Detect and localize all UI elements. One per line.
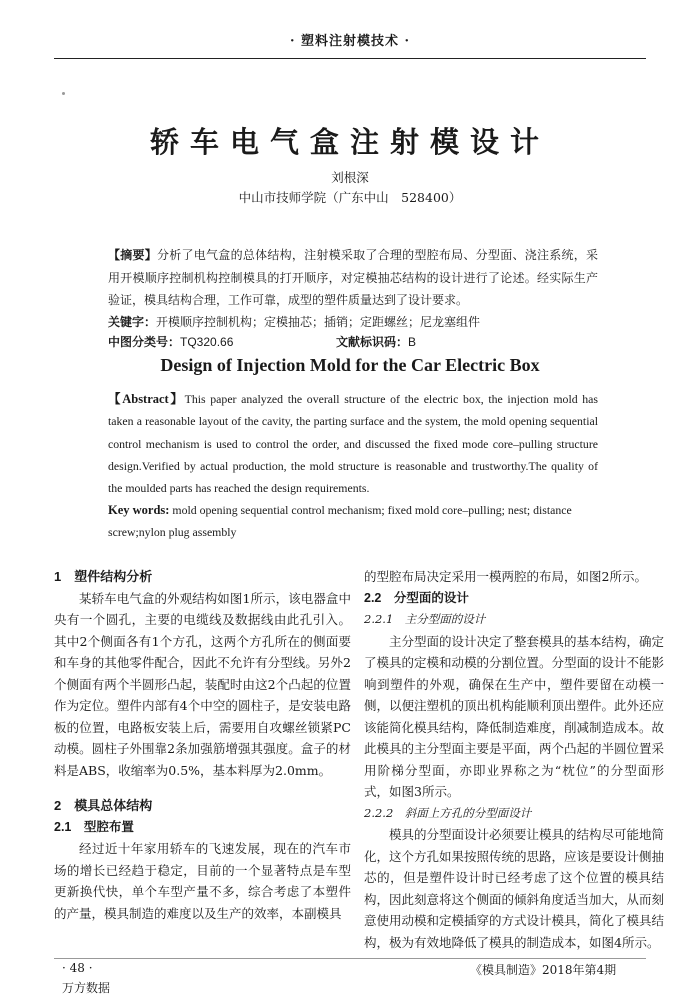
abstract-cn-text: 分析了电气盒的总体结构，注射模采取了合理的型腔布局、分型面、浇注系统，采用开模顺序控制机构控制模具的打开顺序，对定模抽芯结构的设计进行了论述。经实际生产验证，模具结构合理，工作可靠，成型的塑件质量达到了设计要求。	[108, 248, 598, 307]
section-2-2-1-paragraph: 主分型面的设计决定了整套模具的基本结构，确定了模具的定模和动模的分割位置。分型面的设计不能影响到塑件的外观，确保在生产中，塑件要留在动模一侧，以便注塑机的顶出机构能顺利顶出塑件。此外还应该能简化模具结构，降低制造难度，削减制造成本。故此模具的主分型面主要是平面，两个凸起的半圆位置采用阶梯分型面，亦即业界称之为“枕位”的分型面形式，如图3所示。	[364, 633, 665, 799]
english-title: Design of Injection Mold for the Car Electric Box	[160, 355, 540, 375]
abstract-cn	[108, 244, 598, 312]
classification-row	[108, 332, 608, 352]
abstract-en-text: This paper analyzed the overall structure of the electric box, the injection mold has taken a reasonable layout of the cavity, the parting surface and the system, the mold opening sequential control mechanism is used to control the order, and discussed the fixed mode core–pulling structure design.Verified by actual production, the mold structure is reasonable and trustworthy.The quality of the moulded parts has reached the design requirements.	[108, 392, 599, 496]
left-column	[54, 566, 351, 924]
affiliation: 中山市技师学院（广东中山 528400）	[238, 190, 462, 205]
doc-code-value: B	[408, 335, 417, 349]
section-2-2-1-heading: 2.2.1 主分型面的设计	[364, 612, 486, 626]
section-1-paragraph: 某轿车电气盒的外观结构如图1所示，该电器盒中央有一个圆孔，主要的电缆线及数据线由此孔引入。其中2个侧面各有1个方孔，这两个方孔所在的侧面要和车身的其他零件配合，因此不允许有分型线。另外2个侧面有两个半圆形凸起，装配时由这2个凸起的位置作为定位。塑件内部有4个中空的圆柱子，是安装电路板的位置，电路板安装上后，需要用自攻螺丝锁紧PC动模。圆柱子外围靠2条加强筋增强其强度。盒子的材料是ABS，收缩率为0.5%，基本料厚为2.0mm。	[54, 590, 351, 778]
section-2-2-heading: 2.2 分型面的设计	[364, 590, 469, 605]
keywords-en	[108, 499, 598, 543]
section-2-2-2-heading: 2.2.2 斜面上方孔的分型面设计	[364, 805, 532, 820]
author: 刘根深	[331, 170, 369, 185]
keywords-en-text: mold opening sequential control mechanism; fixed mold core–pulling; nest; distance screw;nylon plug assembly	[108, 503, 572, 539]
abstract-cn-label: 【摘要】	[108, 248, 158, 262]
keywords-cn-text: 开模顺序控制机构；定模抽芯；插销；定距螺丝；尼龙塞组件	[156, 315, 481, 329]
header-divider	[54, 58, 646, 59]
watermark: 万方数据	[62, 981, 111, 995]
abstract-en-label: 【Abstract】	[108, 392, 185, 406]
journal-issue: 《模具制造》2018年第4期	[470, 963, 617, 977]
doc-code-label: 文献标识码：	[336, 335, 409, 349]
section-2-2-2-paragraph: 模具的分型面设计必须要让模具的结构尽可能地简化，这个方孔如果按照传统的思路，应该是要设计侧抽芯的，但是塑件设计时已经考虑了这个位置的模具结构，因此刻意将这个侧面的倾斜角度适当加大，从而刻意使用动模和定模插穿的方式设计模具，简化了模具结构，极为有效地降低了模具的制造成本，如图4所示。	[364, 827, 665, 950]
section-2-1-heading: 2.1 型腔布置	[54, 819, 134, 834]
clc-value: TQ320.66	[180, 335, 234, 349]
page-title: 轿车电气盒注射模设计	[149, 125, 550, 159]
keywords-cn	[108, 312, 608, 332]
journal-header: · 塑料注射模技术 ·	[289, 34, 411, 49]
right-column	[364, 566, 664, 953]
abstract-en	[108, 388, 598, 499]
section-1-heading: 1 塑件结构分析	[54, 569, 153, 584]
section-2-heading: 2 模具总体结构	[54, 798, 153, 813]
section-2-1-paragraph: 经过近十年家用轿车的飞速发展，现在的汽车市场的增长已经趋于稳定，目前的一个显著特点是车型更新换代快，单个车型产量不多，综合考虑了本塑件的产量，模具制造的难度以及生产的效率，本副模具	[54, 841, 351, 921]
document-code	[336, 332, 416, 352]
clc-label: 中图分类号：	[108, 335, 181, 349]
keywords-cn-label: 关键字：	[108, 315, 157, 329]
footer-divider	[54, 958, 646, 959]
keywords-en-label: Key words:	[108, 503, 170, 517]
scan-dot	[62, 92, 65, 95]
page-number: · 48 ·	[62, 961, 93, 975]
continued-paragraph: 的型腔布局决定采用一模两腔的布局，如图2所示。	[364, 569, 647, 584]
